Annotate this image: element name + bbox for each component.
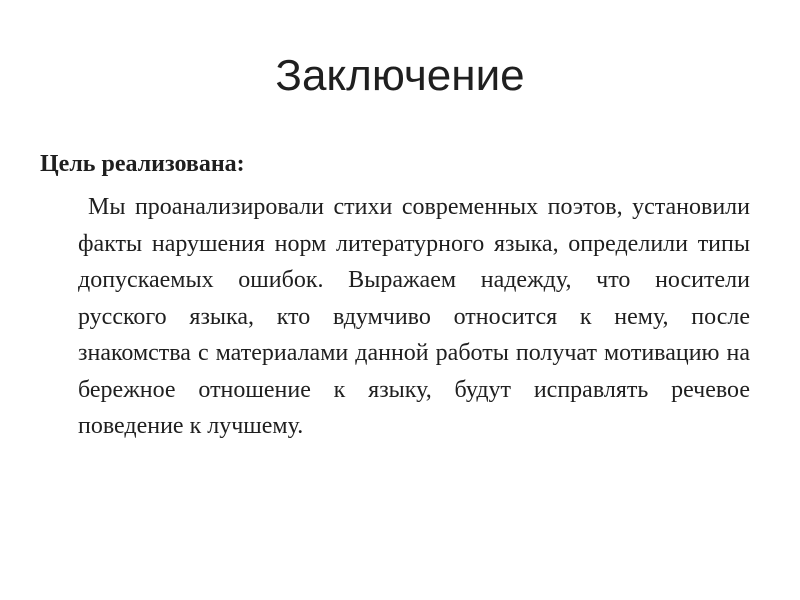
slide-title: Заключение [275,51,525,100]
slide-body-text: Мы проанализировали стихи современных поэтов, установили факты нарушения норм литературного языка, определили типы допускаемых ошибок. Выражаем надежду, что носители русского языка, кто вдумчиво относится к нему, после знакомства с материалами данной работы получат мотивацию на бережное отношение к языку, будут исправлять речевое поведение к лучшему. [78,194,750,439]
slide-subtitle: Цель реализована: [40,151,245,177]
